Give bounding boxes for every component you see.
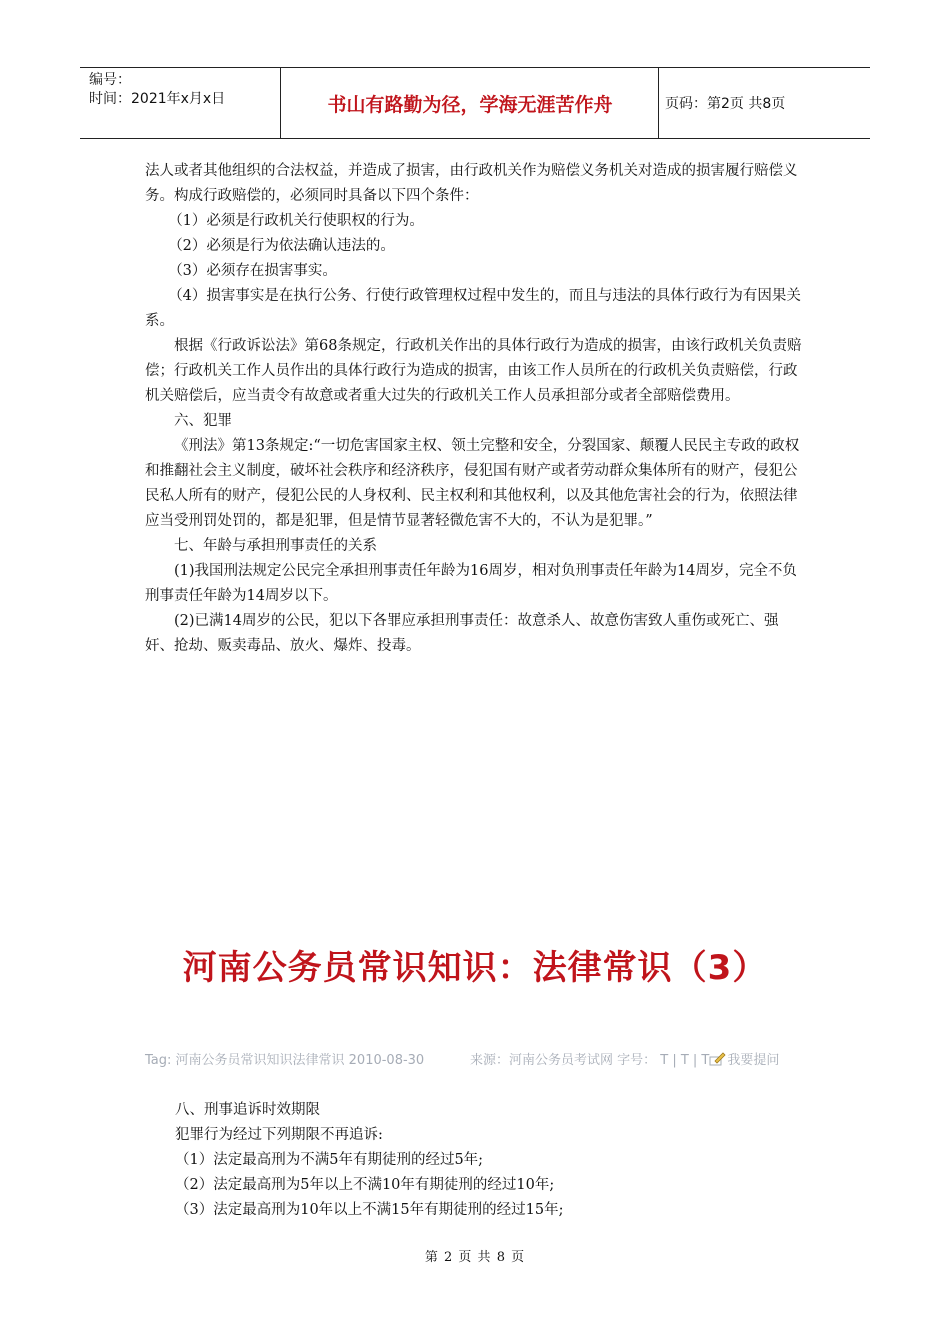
condition-item: （3）必须存在损害事实。 bbox=[168, 263, 337, 279]
ask-question-link[interactable]: 我要提问 bbox=[727, 1053, 780, 1068]
article-source[interactable]: 来源：河南公务员考试网 字号： T | T | T bbox=[470, 1053, 710, 1068]
condition-item: （4）损害事实是在执行公务、行使行政管理权过程中发生的，而且与违法的具体行政行为有因果关系。 bbox=[145, 288, 801, 329]
header-meta bbox=[80, 68, 281, 138]
main-body bbox=[145, 159, 807, 659]
page-footer: 第 2 页 共 8 页 bbox=[424, 1250, 526, 1265]
paragraph: (1)我国刑法规定公民完全承担刑事责任年龄为16周岁，相对负刑事责任年龄为14周岁，完全不负刑事责任年龄为14周岁以下。 bbox=[145, 563, 797, 604]
article-tag[interactable]: Tag: 河南公务员常识知识法律常识 2010-08-30 bbox=[145, 1053, 425, 1068]
paragraph: 根据《行政诉讼法》第68条规定，行政机关作出的具体行政行为造成的损害，由该行政机关负责赔偿；行政机关工作人员作出的具体行政行为造成的损害，由该工作人员所在的行政机关负责赔偿，行政机关赔偿后，应当责令有故意或者重大过失的行政机关工作人员承担部分或者全部赔偿费用。 bbox=[145, 338, 802, 404]
section-heading: 七、年龄与承担刑事责任的关系 bbox=[174, 538, 377, 554]
article-meta bbox=[145, 1050, 815, 1072]
list-item: （3）法定最高刑为10年以上不满15年有期徒刑的经过15年; bbox=[175, 1202, 564, 1218]
date-label: 时间：2021年x月x日 bbox=[89, 91, 226, 107]
condition-item: （1）必须是行政机关行使职权的行为。 bbox=[168, 213, 424, 229]
article-title: 河南公务员常识知识：法律常识（3） bbox=[182, 948, 768, 988]
condition-item: （2）必须是行为依法确认违法的。 bbox=[168, 238, 395, 254]
list-item: （1）法定最高刑为不满5年有期徒刑的经过5年; bbox=[175, 1152, 484, 1168]
page-header bbox=[80, 67, 870, 139]
list-item: （2）法定最高刑为5年以上不满10年有期徒刑的经过10年; bbox=[175, 1177, 555, 1193]
paragraph: 《刑法》第13条规定:“一切危害国家主权、领土完整和安全，分裂国家、颠覆人民民主专政的政权和推翻社会主义制度，破坏社会秩序和经济秩序，侵犯国有财产或者劳动群众集体所有的财产，侵犯公民私人所有的财产，侵犯公民的人身权利、民主权利和其他权利，以及其他危害社会的行为，依照法律应当受刑罚处罚的，都是犯罪，但是情节显著轻微危害不大的，不认为是犯罪。” bbox=[145, 438, 800, 529]
section-heading: 八、刑事追诉时效期限 bbox=[175, 1102, 320, 1118]
section-heading: 六、犯罪 bbox=[174, 413, 232, 429]
paragraph: (2)已满14周岁的公民，犯以下各罪应承担刑事责任：故意杀人、故意伤害致人重伤或死亡、强奸、抢劫、贩卖毒品、放火、爆炸、投毒。 bbox=[145, 613, 779, 654]
pencil-icon[interactable] bbox=[709, 1052, 727, 1066]
paragraph: 犯罪行为经过下列期限不再追诉: bbox=[175, 1127, 383, 1143]
header-motto: 书山有路勤为径，学海无涯苦作舟 bbox=[282, 68, 659, 138]
article-source-block bbox=[470, 1050, 815, 1072]
paragraph: 法人或者其他组织的合法权益，并造成了损害，由行政机关作为赔偿义务机关对造成的损害履行赔偿义务。构成行政赔偿的，必须同时具备以下四个条件： bbox=[145, 163, 798, 204]
article-body bbox=[175, 1098, 815, 1223]
header-page-label: 页码：第2页 共8页 bbox=[665, 96, 786, 112]
doc-number-label: 编号： bbox=[89, 72, 131, 88]
